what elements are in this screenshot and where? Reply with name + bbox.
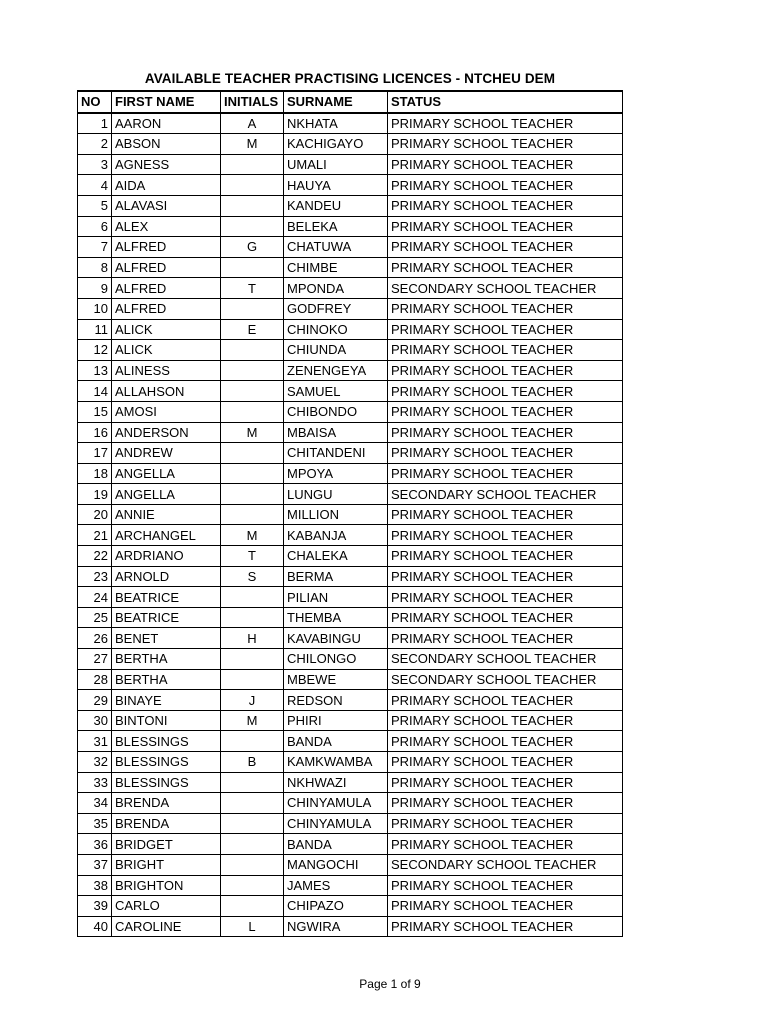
- table-row: [78, 360, 623, 381]
- surname-cell: KAVABINGU: [284, 628, 388, 649]
- table-row: [78, 257, 623, 278]
- surname-cell: MPOYA: [284, 463, 388, 484]
- status-cell: PRIMARY SCHOOL TEACHER: [388, 113, 623, 134]
- initials-cell: [221, 154, 284, 175]
- surname-cell: CHIBONDO: [284, 401, 388, 422]
- surname-cell: UMALI: [284, 154, 388, 175]
- table-row: [78, 175, 623, 196]
- table-row: [78, 113, 623, 134]
- row-number-cell: 6: [78, 216, 112, 237]
- row-number-cell: 36: [78, 834, 112, 855]
- header-initials: INITIALS: [221, 91, 284, 113]
- row-number-cell: 13: [78, 360, 112, 381]
- initials-cell: [221, 484, 284, 505]
- surname-cell: CHINYAMULA: [284, 813, 388, 834]
- status-cell: SECONDARY SCHOOL TEACHER: [388, 669, 623, 690]
- initials-cell: [221, 463, 284, 484]
- table-row: [78, 319, 623, 340]
- initials-cell: [221, 772, 284, 793]
- status-cell: SECONDARY SCHOOL TEACHER: [388, 649, 623, 670]
- status-cell: PRIMARY SCHOOL TEACHER: [388, 340, 623, 361]
- first-name-cell: BRIGHT: [112, 854, 221, 875]
- initials-cell: [221, 504, 284, 525]
- surname-cell: KACHIGAYO: [284, 134, 388, 155]
- surname-cell: NKHATA: [284, 113, 388, 134]
- initials-cell: S: [221, 566, 284, 587]
- licences-table: [77, 90, 623, 937]
- row-number-cell: 29: [78, 690, 112, 711]
- status-cell: PRIMARY SCHOOL TEACHER: [388, 422, 623, 443]
- surname-cell: CHIPAZO: [284, 896, 388, 917]
- surname-cell: KAMKWAMBA: [284, 752, 388, 773]
- surname-cell: THEMBA: [284, 607, 388, 628]
- surname-cell: HAUYA: [284, 175, 388, 196]
- row-number-cell: 33: [78, 772, 112, 793]
- surname-cell: CHALEKA: [284, 546, 388, 567]
- row-number-cell: 9: [78, 278, 112, 299]
- initials-cell: [221, 813, 284, 834]
- first-name-cell: ALEX: [112, 216, 221, 237]
- row-number-cell: 5: [78, 195, 112, 216]
- first-name-cell: BLESSINGS: [112, 731, 221, 752]
- row-number-cell: 23: [78, 566, 112, 587]
- table-row: [78, 422, 623, 443]
- status-cell: PRIMARY SCHOOL TEACHER: [388, 525, 623, 546]
- first-name-cell: ANGELLA: [112, 463, 221, 484]
- surname-cell: CHINOKO: [284, 319, 388, 340]
- first-name-cell: ALFRED: [112, 278, 221, 299]
- first-name-cell: ARNOLD: [112, 566, 221, 587]
- initials-cell: [221, 401, 284, 422]
- table-header-row: [78, 91, 623, 113]
- row-number-cell: 31: [78, 731, 112, 752]
- initials-cell: [221, 875, 284, 896]
- surname-cell: PILIAN: [284, 587, 388, 608]
- table-row: [78, 875, 623, 896]
- row-number-cell: 19: [78, 484, 112, 505]
- initials-cell: [221, 257, 284, 278]
- header-first-name: FIRST NAME: [112, 91, 221, 113]
- first-name-cell: BLESSINGS: [112, 752, 221, 773]
- surname-cell: CHIMBE: [284, 257, 388, 278]
- row-number-cell: 37: [78, 854, 112, 875]
- status-cell: PRIMARY SCHOOL TEACHER: [388, 690, 623, 711]
- row-number-cell: 3: [78, 154, 112, 175]
- surname-cell: CHITANDENI: [284, 443, 388, 464]
- table-row: [78, 731, 623, 752]
- initials-cell: [221, 669, 284, 690]
- table-row: [78, 216, 623, 237]
- table-row: [78, 813, 623, 834]
- initials-cell: [221, 195, 284, 216]
- status-cell: PRIMARY SCHOOL TEACHER: [388, 134, 623, 155]
- first-name-cell: ALFRED: [112, 237, 221, 258]
- table-row: [78, 381, 623, 402]
- first-name-cell: ALICK: [112, 319, 221, 340]
- row-number-cell: 28: [78, 669, 112, 690]
- status-cell: PRIMARY SCHOOL TEACHER: [388, 731, 623, 752]
- first-name-cell: ANDERSON: [112, 422, 221, 443]
- first-name-cell: BEATRICE: [112, 587, 221, 608]
- row-number-cell: 30: [78, 710, 112, 731]
- row-number-cell: 21: [78, 525, 112, 546]
- first-name-cell: BRENDA: [112, 793, 221, 814]
- surname-cell: JAMES: [284, 875, 388, 896]
- row-number-cell: 35: [78, 813, 112, 834]
- first-name-cell: BERTHA: [112, 669, 221, 690]
- initials-cell: [221, 854, 284, 875]
- row-number-cell: 12: [78, 340, 112, 361]
- initials-cell: L: [221, 916, 284, 937]
- row-number-cell: 34: [78, 793, 112, 814]
- status-cell: PRIMARY SCHOOL TEACHER: [388, 875, 623, 896]
- table-row: [78, 546, 623, 567]
- table-row: [78, 772, 623, 793]
- first-name-cell: BLESSINGS: [112, 772, 221, 793]
- header-status: STATUS: [388, 91, 623, 113]
- status-cell: PRIMARY SCHOOL TEACHER: [388, 772, 623, 793]
- initials-cell: [221, 381, 284, 402]
- document-title: AVAILABLE TEACHER PRACTISING LICENCES - NTCHEU DEM: [144, 71, 556, 86]
- status-cell: PRIMARY SCHOOL TEACHER: [388, 834, 623, 855]
- surname-cell: CHINYAMULA: [284, 793, 388, 814]
- status-cell: PRIMARY SCHOOL TEACHER: [388, 587, 623, 608]
- table-body: [78, 113, 623, 937]
- first-name-cell: CAROLINE: [112, 916, 221, 937]
- surname-cell: ZENENGEYA: [284, 360, 388, 381]
- page-footer: Page 1 of 9: [359, 977, 421, 991]
- table-row: [78, 154, 623, 175]
- row-number-cell: 40: [78, 916, 112, 937]
- table-row: [78, 504, 623, 525]
- first-name-cell: BERTHA: [112, 649, 221, 670]
- surname-cell: CHIUNDA: [284, 340, 388, 361]
- table-row: [78, 401, 623, 422]
- initials-cell: [221, 175, 284, 196]
- table-row: [78, 340, 623, 361]
- initials-cell: E: [221, 319, 284, 340]
- initials-cell: [221, 360, 284, 381]
- table-row: [78, 463, 623, 484]
- first-name-cell: ANGELLA: [112, 484, 221, 505]
- surname-cell: MPONDA: [284, 278, 388, 299]
- initials-cell: A: [221, 113, 284, 134]
- row-number-cell: 22: [78, 546, 112, 567]
- first-name-cell: ARDRIANO: [112, 546, 221, 567]
- initials-cell: H: [221, 628, 284, 649]
- status-cell: PRIMARY SCHOOL TEACHER: [388, 504, 623, 525]
- surname-cell: MILLION: [284, 504, 388, 525]
- first-name-cell: BINAYE: [112, 690, 221, 711]
- status-cell: PRIMARY SCHOOL TEACHER: [388, 813, 623, 834]
- status-cell: PRIMARY SCHOOL TEACHER: [388, 195, 623, 216]
- status-cell: PRIMARY SCHOOL TEACHER: [388, 443, 623, 464]
- status-cell: PRIMARY SCHOOL TEACHER: [388, 566, 623, 587]
- surname-cell: KABANJA: [284, 525, 388, 546]
- row-number-cell: 4: [78, 175, 112, 196]
- first-name-cell: BRENDA: [112, 813, 221, 834]
- initials-cell: [221, 793, 284, 814]
- table-row: [78, 607, 623, 628]
- table-row: [78, 834, 623, 855]
- row-number-cell: 25: [78, 607, 112, 628]
- table-row: [78, 134, 623, 155]
- row-number-cell: 1: [78, 113, 112, 134]
- table-row: [78, 628, 623, 649]
- status-cell: PRIMARY SCHOOL TEACHER: [388, 401, 623, 422]
- table-row: [78, 278, 623, 299]
- surname-cell: MANGOCHI: [284, 854, 388, 875]
- first-name-cell: BEATRICE: [112, 607, 221, 628]
- row-number-cell: 14: [78, 381, 112, 402]
- first-name-cell: BINTONI: [112, 710, 221, 731]
- first-name-cell: BRIDGET: [112, 834, 221, 855]
- row-number-cell: 10: [78, 298, 112, 319]
- initials-cell: T: [221, 546, 284, 567]
- status-cell: PRIMARY SCHOOL TEACHER: [388, 216, 623, 237]
- first-name-cell: AARON: [112, 113, 221, 134]
- first-name-cell: ALINESS: [112, 360, 221, 381]
- surname-cell: KANDEU: [284, 195, 388, 216]
- surname-cell: CHILONGO: [284, 649, 388, 670]
- initials-cell: [221, 587, 284, 608]
- initials-cell: T: [221, 278, 284, 299]
- table-row: [78, 916, 623, 937]
- surname-cell: GODFREY: [284, 298, 388, 319]
- table-row: [78, 566, 623, 587]
- surname-cell: PHIRI: [284, 710, 388, 731]
- status-cell: SECONDARY SCHOOL TEACHER: [388, 854, 623, 875]
- table-row: [78, 669, 623, 690]
- status-cell: SECONDARY SCHOOL TEACHER: [388, 278, 623, 299]
- table-row: [78, 195, 623, 216]
- table-row: [78, 298, 623, 319]
- row-number-cell: 24: [78, 587, 112, 608]
- initials-cell: [221, 443, 284, 464]
- table-row: [78, 237, 623, 258]
- status-cell: PRIMARY SCHOOL TEACHER: [388, 154, 623, 175]
- first-name-cell: BRIGHTON: [112, 875, 221, 896]
- first-name-cell: AIDA: [112, 175, 221, 196]
- header-no: NO: [78, 91, 112, 113]
- first-name-cell: ALFRED: [112, 298, 221, 319]
- initials-cell: M: [221, 710, 284, 731]
- surname-cell: MBAISA: [284, 422, 388, 443]
- status-cell: PRIMARY SCHOOL TEACHER: [388, 916, 623, 937]
- surname-cell: REDSON: [284, 690, 388, 711]
- status-cell: PRIMARY SCHOOL TEACHER: [388, 793, 623, 814]
- surname-cell: BELEKA: [284, 216, 388, 237]
- table-row: [78, 690, 623, 711]
- surname-cell: SAMUEL: [284, 381, 388, 402]
- status-cell: PRIMARY SCHOOL TEACHER: [388, 607, 623, 628]
- first-name-cell: ALLAHSON: [112, 381, 221, 402]
- first-name-cell: BENET: [112, 628, 221, 649]
- surname-cell: BANDA: [284, 834, 388, 855]
- status-cell: PRIMARY SCHOOL TEACHER: [388, 752, 623, 773]
- initials-cell: J: [221, 690, 284, 711]
- status-cell: PRIMARY SCHOOL TEACHER: [388, 237, 623, 258]
- status-cell: PRIMARY SCHOOL TEACHER: [388, 360, 623, 381]
- row-number-cell: 27: [78, 649, 112, 670]
- first-name-cell: ALICK: [112, 340, 221, 361]
- initials-cell: M: [221, 134, 284, 155]
- first-name-cell: ALAVASI: [112, 195, 221, 216]
- initials-cell: [221, 834, 284, 855]
- initials-cell: [221, 216, 284, 237]
- surname-cell: MBEWE: [284, 669, 388, 690]
- initials-cell: [221, 731, 284, 752]
- row-number-cell: 16: [78, 422, 112, 443]
- first-name-cell: CARLO: [112, 896, 221, 917]
- status-cell: PRIMARY SCHOOL TEACHER: [388, 710, 623, 731]
- initials-cell: G: [221, 237, 284, 258]
- status-cell: PRIMARY SCHOOL TEACHER: [388, 628, 623, 649]
- header-surname: SURNAME: [284, 91, 388, 113]
- row-number-cell: 8: [78, 257, 112, 278]
- row-number-cell: 32: [78, 752, 112, 773]
- table-row: [78, 649, 623, 670]
- row-number-cell: 2: [78, 134, 112, 155]
- initials-cell: M: [221, 525, 284, 546]
- first-name-cell: ANNIE: [112, 504, 221, 525]
- first-name-cell: ABSON: [112, 134, 221, 155]
- status-cell: PRIMARY SCHOOL TEACHER: [388, 463, 623, 484]
- table-row: [78, 793, 623, 814]
- table-row: [78, 587, 623, 608]
- row-number-cell: 26: [78, 628, 112, 649]
- table-row: [78, 484, 623, 505]
- row-number-cell: 18: [78, 463, 112, 484]
- table-row: [78, 525, 623, 546]
- status-cell: PRIMARY SCHOOL TEACHER: [388, 298, 623, 319]
- surname-cell: CHATUWA: [284, 237, 388, 258]
- initials-cell: B: [221, 752, 284, 773]
- row-number-cell: 39: [78, 896, 112, 917]
- initials-cell: [221, 896, 284, 917]
- table-row: [78, 752, 623, 773]
- initials-cell: M: [221, 422, 284, 443]
- first-name-cell: AGNESS: [112, 154, 221, 175]
- table-row: [78, 896, 623, 917]
- table-row: [78, 854, 623, 875]
- surname-cell: BANDA: [284, 731, 388, 752]
- row-number-cell: 11: [78, 319, 112, 340]
- surname-cell: NGWIRA: [284, 916, 388, 937]
- first-name-cell: AMOSI: [112, 401, 221, 422]
- row-number-cell: 15: [78, 401, 112, 422]
- first-name-cell: ANDREW: [112, 443, 221, 464]
- row-number-cell: 17: [78, 443, 112, 464]
- initials-cell: [221, 649, 284, 670]
- table-row: [78, 443, 623, 464]
- status-cell: PRIMARY SCHOOL TEACHER: [388, 319, 623, 340]
- surname-cell: LUNGU: [284, 484, 388, 505]
- initials-cell: [221, 607, 284, 628]
- first-name-cell: ARCHANGEL: [112, 525, 221, 546]
- surname-cell: BERMA: [284, 566, 388, 587]
- status-cell: PRIMARY SCHOOL TEACHER: [388, 257, 623, 278]
- surname-cell: NKHWAZI: [284, 772, 388, 793]
- row-number-cell: 7: [78, 237, 112, 258]
- status-cell: SECONDARY SCHOOL TEACHER: [388, 484, 623, 505]
- status-cell: PRIMARY SCHOOL TEACHER: [388, 175, 623, 196]
- status-cell: PRIMARY SCHOOL TEACHER: [388, 896, 623, 917]
- row-number-cell: 38: [78, 875, 112, 896]
- row-number-cell: 20: [78, 504, 112, 525]
- first-name-cell: ALFRED: [112, 257, 221, 278]
- table-row: [78, 710, 623, 731]
- initials-cell: [221, 340, 284, 361]
- initials-cell: [221, 298, 284, 319]
- status-cell: PRIMARY SCHOOL TEACHER: [388, 381, 623, 402]
- status-cell: PRIMARY SCHOOL TEACHER: [388, 546, 623, 567]
